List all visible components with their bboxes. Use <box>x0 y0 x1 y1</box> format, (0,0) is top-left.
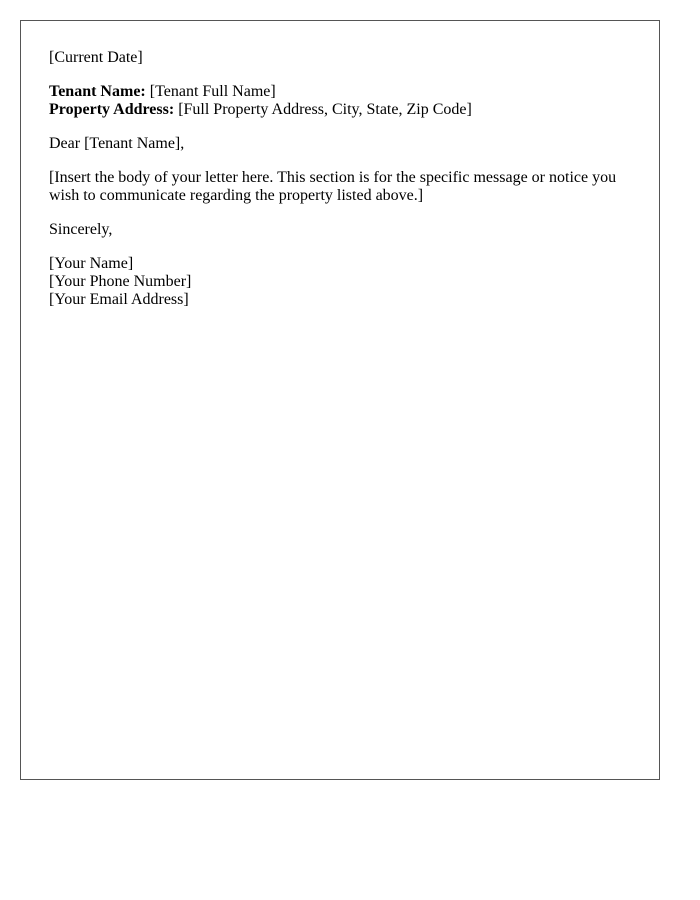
signature-phone: [Your Phone Number] <box>49 273 192 290</box>
signature-email: [Your Email Address] <box>49 291 189 308</box>
tenant-name-value: [Tenant Full Name] <box>149 83 276 100</box>
property-address-value: [Full Property Address, City, State, Zip Code] <box>178 101 472 118</box>
tenant-name-line <box>49 83 639 101</box>
salutation: Dear [Tenant Name], <box>49 135 185 152</box>
property-address-label: Property Address: <box>49 101 175 118</box>
letter-body: [Insert the body of your letter here. This section is for the specific message or notice you wish to communicate regarding the property listed above.] <box>49 169 617 204</box>
property-address-line <box>49 101 639 119</box>
signature-name: [Your Name] <box>49 255 134 272</box>
letter-date: [Current Date] <box>49 49 143 66</box>
letter-page <box>20 20 660 780</box>
letter-content <box>49 49 639 325</box>
signature-block <box>49 255 639 309</box>
tenant-name-label: Tenant Name: <box>49 83 146 100</box>
closing: Sincerely, <box>49 221 113 238</box>
recipient-block <box>49 83 639 119</box>
